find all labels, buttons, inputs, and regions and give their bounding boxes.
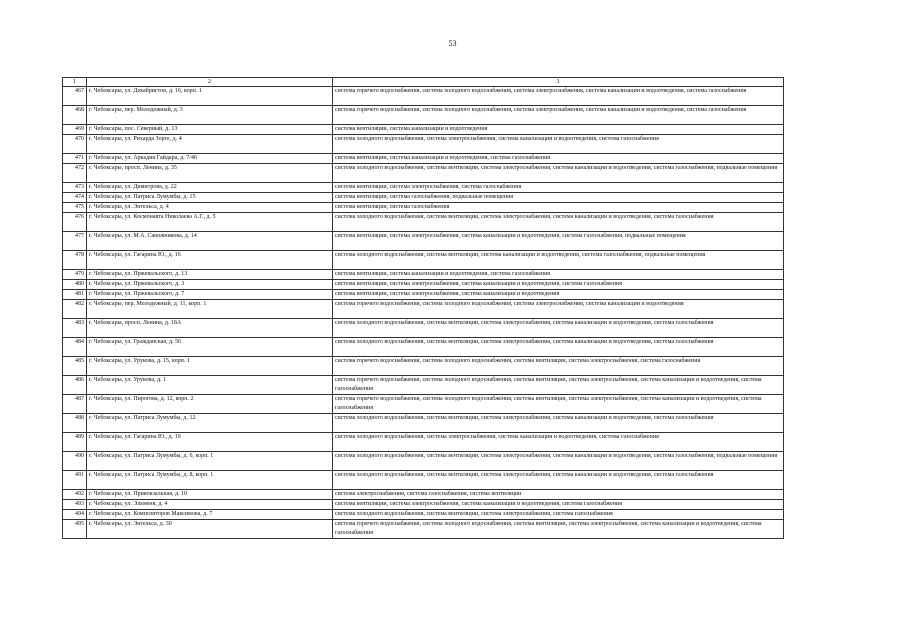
address-cell: г. Чебоксары, ул. Пржевальского, д. 3: [87, 280, 333, 290]
row-number-cell: 491: [63, 471, 87, 490]
row-number-cell: 469: [63, 125, 87, 135]
systems-cell: система вентиляции, система газоснабжения: [333, 203, 784, 213]
table-row: [63, 520, 784, 539]
table-row: [63, 357, 784, 376]
address-cell: г. Чебоксары, ул. Патриса Лумумбы, д. 8, корп. 1: [87, 471, 333, 490]
systems-cell: система горячего водоснабжения, система холодного водоснабжения, система электроснабжения, система канализации и водоотведения, система газоснабжения: [333, 106, 784, 125]
table-row: [63, 164, 784, 183]
table-row: [63, 490, 784, 500]
table-row: [63, 193, 784, 203]
systems-cell: система холодного водоснабжения, система электроснабжения, система канализации и водоотведения, система газоснабжения: [333, 433, 784, 452]
address-cell: г. Чебоксары, ул. Аркадия Гайдара, д. 7/46: [87, 154, 333, 164]
row-number-cell: 470: [63, 135, 87, 154]
table-row: [63, 452, 784, 471]
systems-cell: система холодного водоснабжения, система вентиляции, система электроснабжения, система канализации и водоотведения, система газоснабжения: [333, 414, 784, 433]
table-row: [63, 471, 784, 490]
systems-cell: система вентиляции, система канализации и водоотведения: [333, 125, 784, 135]
systems-cell: система вентиляции, система газоснабжения, подвальные помещения: [333, 193, 784, 203]
table-row: [63, 270, 784, 280]
systems-cell: система холодного водоснабжения, система вентиляции, система электроснабжения, система канализации и водоотведения, система газоснабжения: [333, 338, 784, 357]
systems-cell: система холодного водоснабжения, система вентиляции, система электроснабжения, система канализации и водоотведения, система газоснабжения: [333, 213, 784, 232]
systems-cell: система вентиляции, система канализации и водоотведения, система газоснабжения: [333, 270, 784, 280]
address-cell: г. Чебоксары, ул. Патриса Лумумбы, д. 6, корп. 1: [87, 452, 333, 471]
row-number-cell: 473: [63, 183, 87, 193]
table-row: [63, 251, 784, 270]
row-number-cell: 479: [63, 270, 87, 280]
table-row: [63, 300, 784, 319]
row-number-cell: 495: [63, 520, 87, 539]
row-number-cell: 488: [63, 414, 87, 433]
address-cell: г. Чебоксары, ул. Привокзальная, д. 10: [87, 490, 333, 500]
address-cell: г. Чебоксары, пос. Северный, д. 13: [87, 125, 333, 135]
table-header-row: [63, 78, 784, 87]
table-row: [63, 500, 784, 510]
row-number-cell: 492: [63, 490, 87, 500]
systems-cell: система горячего водоснабжения, система холодного водоснабжения, система вентиляции, система электроснабжения, система канализации и водоотведения, система газоснабжения: [333, 376, 784, 395]
address-cell: г. Чебоксары, пер. Молодежный, д. 11, корп. 1: [87, 300, 333, 319]
row-number-cell: 493: [63, 500, 87, 510]
table-row: [63, 203, 784, 213]
systems-cell: система вентиляции, система электроснабжения, система газоснабжения: [333, 183, 784, 193]
systems-cell: система холодного водоснабжения, система вентиляции, система электроснабжения, система канализации и водоотведения, система газоснабжения: [333, 319, 784, 338]
table-row: [63, 395, 784, 414]
table-row: [63, 319, 784, 338]
row-number-cell: 485: [63, 357, 87, 376]
address-cell: г. Чебоксары, ул. Эльменя, д. 4: [87, 500, 333, 510]
row-number-cell: 467: [63, 87, 87, 106]
table-row: [63, 338, 784, 357]
systems-cell: система холодного водоснабжения, система вентиляции, система канализации и водоотведения, система газоснабжения, подвальные помещения: [333, 251, 784, 270]
address-cell: г. Чебоксары, ул. Рихарда Зорге, д. 4: [87, 135, 333, 154]
address-cell: г. Чебоксары, ул. Энгельса, д. 30: [87, 520, 333, 539]
address-cell: г. Чебоксары, пер. Молодежный, д. 3: [87, 106, 333, 125]
table-row: [63, 87, 784, 106]
registry-table: [62, 77, 784, 539]
address-cell: г. Чебоксары, ул. Пржевальского, д. 13: [87, 270, 333, 280]
table-row: [63, 510, 784, 520]
row-number-cell: 483: [63, 319, 87, 338]
row-number-cell: 494: [63, 510, 87, 520]
table-row: [63, 280, 784, 290]
row-number-cell: 486: [63, 376, 87, 395]
address-cell: г. Чебоксары, ул. Патриса Лумумбы, д. 12: [87, 414, 333, 433]
systems-cell: система вентиляции, система электроснабжения, система канализации и водоотведения: [333, 290, 784, 300]
address-cell: г. Чебоксары, ул. Урукова, д. 1: [87, 376, 333, 395]
systems-cell: система вентиляции, система канализации и водоотведения, система газоснабжения: [333, 154, 784, 164]
address-cell: г. Чебоксары, ул. Урукова, д. 15, корп. 1: [87, 357, 333, 376]
table-row: [63, 290, 784, 300]
systems-cell: система горячего водоснабжения, система холодного водоснабжения, система электроснабжения, система канализации и водоотведения: [333, 300, 784, 319]
row-number-cell: 476: [63, 213, 87, 232]
row-number-cell: 472: [63, 164, 87, 183]
table-row: [63, 106, 784, 125]
systems-cell: система горячего водоснабжения, система холодного водоснабжения, система вентиляции, система электроснабжения, система канализации и водоотведения, система газоснабжения: [333, 395, 784, 414]
systems-cell: система холодного водоснабжения, система электроснабжения, система канализации и водоотведения, система газоснабжения: [333, 135, 784, 154]
systems-cell: система горячего водоснабжения, система холодного водоснабжения, система вентиляции, система электроснабжения, система газоснабжения: [333, 357, 784, 376]
table-row: [63, 376, 784, 395]
address-cell: г. Чебоксары, ул. М.А. Сапожникова, д. 14: [87, 232, 333, 251]
column-header-address: 2: [87, 78, 333, 87]
table-row: [63, 414, 784, 433]
row-number-cell: 490: [63, 452, 87, 471]
row-number-cell: 482: [63, 300, 87, 319]
table-row: [63, 135, 784, 154]
address-cell: г. Чебоксары, ул. Гагарина Ю., д. 16: [87, 251, 333, 270]
address-cell: г. Чебоксары, просп. Ленина, д. 18А: [87, 319, 333, 338]
row-number-cell: 471: [63, 154, 87, 164]
row-number-cell: 481: [63, 290, 87, 300]
systems-cell: система горячего водоснабжения, система холодного водоснабжения, система вентиляции, система электроснабжения, система канализации и водоотведения, система газоснабжения: [333, 520, 784, 539]
address-cell: г. Чебоксары, ул. Энгельса, д. 4: [87, 203, 333, 213]
row-number-cell: 468: [63, 106, 87, 125]
address-cell: г. Чебоксары, ул. Композиторов Максимова, д. 7: [87, 510, 333, 520]
address-cell: г. Чебоксары, ул. Космонавта Николаева А.Г., д. 5: [87, 213, 333, 232]
address-cell: г. Чебоксары, просп. Ленина, д. 35: [87, 164, 333, 183]
column-header-number: 1: [63, 78, 87, 87]
table-row: [63, 125, 784, 135]
systems-cell: система электроснабжения, система газоснабжения, система вентиляции: [333, 490, 784, 500]
row-number-cell: 475: [63, 203, 87, 213]
address-cell: г. Чебоксары, ул. Гражданская, д. 56: [87, 338, 333, 357]
systems-cell: система вентиляции, система электроснабжения, система канализации и водоотведения, система газоснабжения: [333, 500, 784, 510]
address-cell: г. Чебоксары, ул. Гагарина Ю., д. 19: [87, 433, 333, 452]
row-number-cell: 489: [63, 433, 87, 452]
systems-cell: система горячего водоснабжения, система холодного водоснабжения, система электроснабжения, система канализации и водоотведения, система газоснабжения: [333, 87, 784, 106]
column-header-systems: 3: [333, 78, 784, 87]
address-cell: г. Чебоксары, ул. Декабристов, д. 16, корп. 1: [87, 87, 333, 106]
table-row: [63, 433, 784, 452]
row-number-cell: 477: [63, 232, 87, 251]
row-number-cell: 484: [63, 338, 87, 357]
row-number-cell: 480: [63, 280, 87, 290]
systems-cell: система холодного водоснабжения, система вентиляции, система электроснабжения, система канализации и водоотведения, система газоснабжения, подвальные помещения: [333, 452, 784, 471]
address-cell: г. Чебоксары, ул. Пирогова, д. 12, корп. 2: [87, 395, 333, 414]
systems-cell: система вентиляции, система электроснабжения, система канализации и водоотведения, система газоснабжения: [333, 280, 784, 290]
table-row: [63, 232, 784, 251]
systems-cell: система холодного водоснабжения, система вентиляции, система электроснабжения, система газоснабжения: [333, 510, 784, 520]
table-row: [63, 183, 784, 193]
row-number-cell: 478: [63, 251, 87, 270]
table-row: [63, 213, 784, 232]
systems-cell: система холодного водоснабжения, система вентиляции, система электроснабжения, система канализации и водоотведения, система газоснабжения, подвальные помещения: [333, 164, 784, 183]
table-row: [63, 154, 784, 164]
address-cell: г. Чебоксары, ул. Патриса Лумумбы, д. 15: [87, 193, 333, 203]
row-number-cell: 474: [63, 193, 87, 203]
address-cell: г. Чебоксары, ул. Димитрова, д. 22: [87, 183, 333, 193]
row-number-cell: 487: [63, 395, 87, 414]
systems-cell: система холодного водоснабжения, система вентиляции, система электроснабжения, система канализации и водоотведения, система газоснабжения: [333, 471, 784, 490]
address-cell: г. Чебоксары, ул. Пржевальского, д. 7: [87, 290, 333, 300]
systems-cell: система вентиляции, система электроснабжения, система канализации и водоотведения, система газоснабжения, подвальные помещения: [333, 232, 784, 251]
page-number: 53: [448, 39, 457, 48]
